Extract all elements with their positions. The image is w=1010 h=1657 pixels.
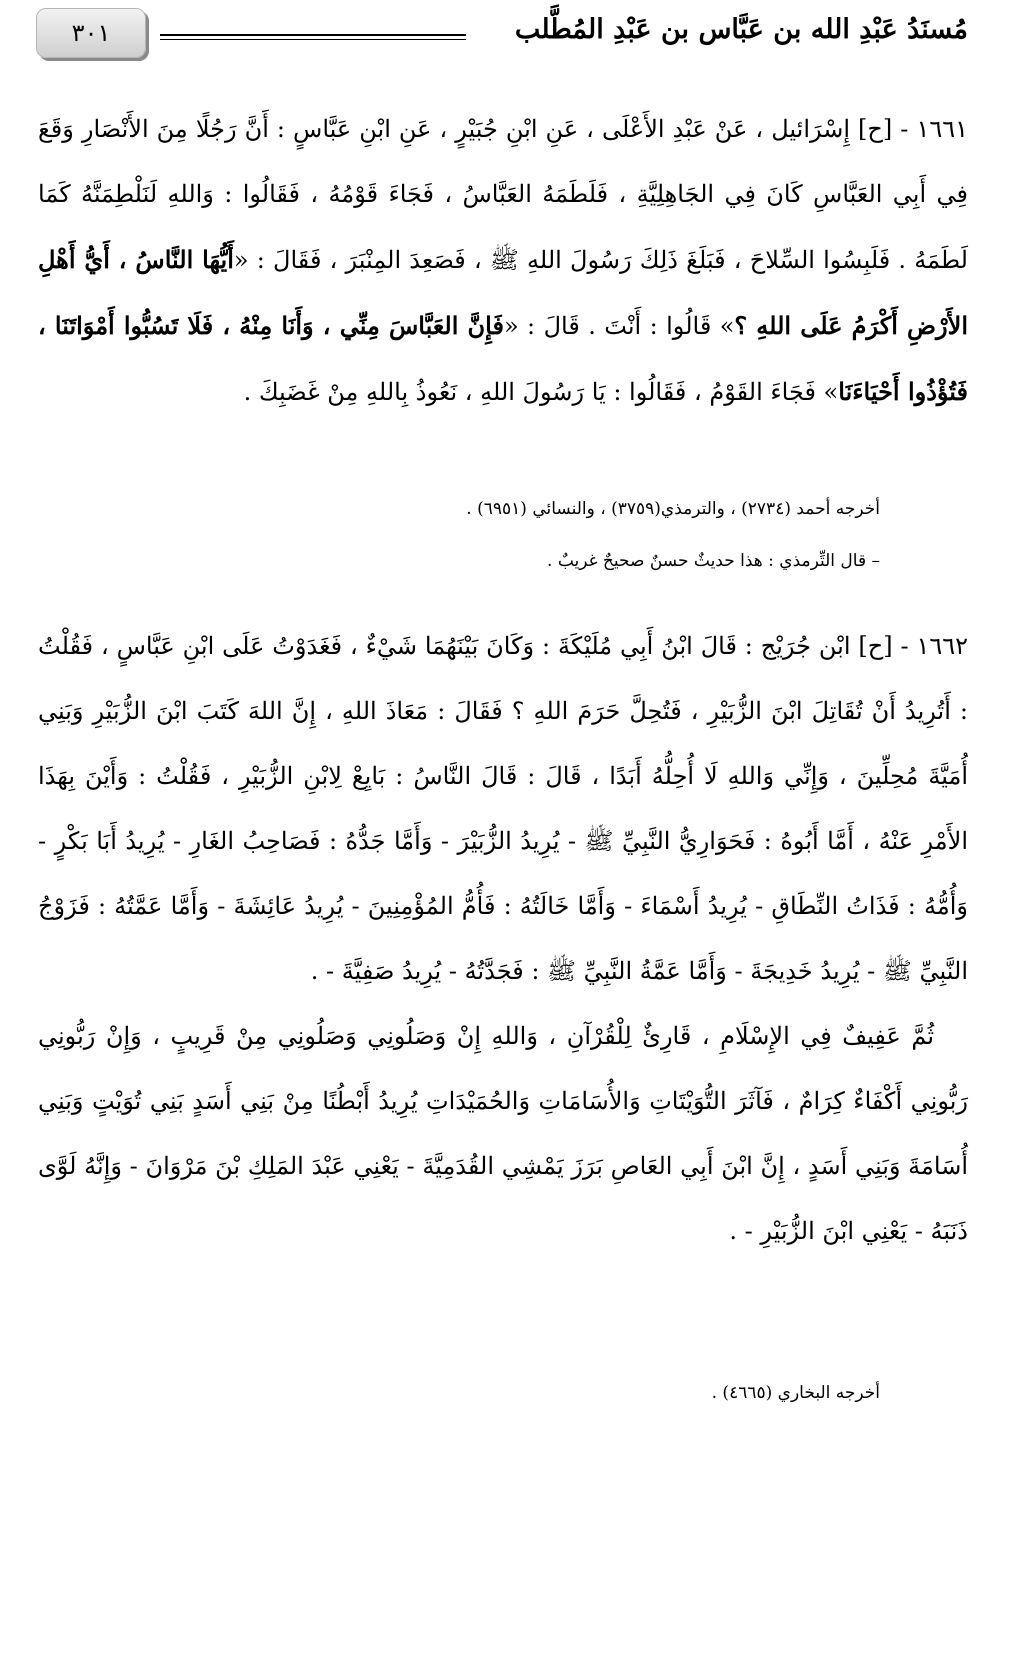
hadith-1661-takhrij: أخرجه أحمد (٢٧٣٤) ، والترمذي(٣٧٥٩) ، والنسائي (٦٩٥١) . (466, 499, 880, 519)
hadith-1662-notes (38, 1378, 968, 1408)
hadith-1661-text (38, 97, 968, 425)
hadith-1662-paragraph-2: ثُمَّ عَفِيفٌ فِي الإِسْلَامِ ، قَارِئٌ لِلْقُرْآنِ ، وَاللهِ إِنْ وَصَلُونِي وَصَلُونِي مِنْ قَرِيبٍ ، وَإِنْ رَبُّونِي رَبُّونِي أَكْفَاءٌ كِرَامٌ ، فَآثَرَ التُّوَيْتَاتِ وَالأُسَامَاتِ وَالحُمَيْدَاتِ يُرِيدُ أَبْطُنًا مِنْ بَنِي أَسَدٍ بَنِي تُوَيْتٍ وَبَنِي أُسَامَةَ وَبَنِي أَسَدٍ ، إِنَّ ابْنَ أَبِي العَاصِ بَرَزَ يَمْشِي القُدَمِيَّةَ - يَعْنِي عَبْدَ المَلِكِ بْنَ مَرْوَانَ - وَإِنَّهُ لَوَّى ذَنَبَهُ - يَعْنِي ابْنَ الزُّبَيْرِ - . (38, 1022, 968, 1245)
hadith-1661-reply: » قَالُوا : أَنْتَ . قَالَ : « (503, 312, 735, 340)
hadith-1662-paragraph-1: ١٦٦٢ - [ح] ابْن جُرَيْج : قَالَ ابْنُ أَبِي مُلَيْكَةَ : وَكَانَ بَيْنَهُمَا شَيْءٌ ، فَغَدَوْتُ عَلَى ابْنِ عَبَّاسٍ ، فَقُلْتُ : أَتُرِيدُ أَنْ تُقَاتِلَ ابْنَ الزُّبَيْرِ ، فَتُحِلَّ حَرَمَ اللهِ ؟ فَقَالَ : مَعَاذَ اللهِ ، إِنَّ اللهَ كَتَبَ ابْنَ الزُّبَيْرِ وَبَنِي أُمَيَّةَ مُحِلِّينَ ، وَإِنِّي وَاللهِ لَا أُحِلُّهُ أَبَدًا ، قَالَ : قَالَ النَّاسُ : بَايِعْ لِابْنِ الزُّبَيْرِ ، فَقُلْتُ : وَأَيْنَ بِهَذَا الأَمْرِ عَنْهُ ، أَمَّا أَبُوهُ : فَحَوَارِيُّ النَّبِيِّ ﷺ - يُرِيدُ الزُّبَيْرَ - وَأَمَّا جَدُّهُ : فَصَاحِبُ الغَارِ - يُرِيدُ أَبَا بَكْرٍ - وَأُمُّهُ : فَذَاتُ النِّطَاقِ - يُرِيدُ أَسْمَاءَ - وَأَمَّا خَالَتُهُ : فَأُمُّ المُؤْمِنِينَ - يُرِيدُ عَائِشَةَ - وَأَمَّا عَمَّتُهُ : فَزَوْجُ النَّبِيِّ ﷺ - يُرِيدُ خَدِيجَةَ - وَأَمَّا عَمَّةُ النَّبِيِّ ﷺ : فَجَدَّتُهُ - يُرِيدُ صَفِيَّةَ - . (38, 632, 968, 985)
hadith-1661-paragraph (38, 97, 968, 425)
prophet-quote-2: فَإِنَّ العَبَّاسَ مِنِّي ، وَأَنَا مِنْهُ ، فَلَا تَسُبُّوا أَمْوَاتَنَا ، فَتُؤْذُوا أَحْيَاءَنَا (38, 311, 968, 406)
hadith-1661-ending: » فَجَاءَ القَوْمُ ، فَقَالُوا : يَا رَسُولَ اللهِ ، نَعُوذُ بِاللهِ مِنْ غَضَبِكَ . (243, 378, 839, 406)
running-title: مُسنَدُ عَبْدِ الله بن عَبَّاس بن عَبْدِ المُطَّلب (514, 14, 968, 45)
hadith-1661-notes (38, 494, 968, 576)
prophet-quote-1: أَيُّهَا النَّاسُ ، أَيُّ أَهْلِ الأَرْضِ أَكْرَمُ عَلَى اللهِ ؟ (38, 245, 968, 340)
page-header (36, 6, 968, 64)
hadith-1662-text (38, 614, 968, 1264)
page-number-badge: ٣٠١ (36, 8, 146, 58)
hadith-1662-takhrij: أخرجه البخاري (٤٦٦٥) . (711, 1383, 880, 1403)
header-rule (160, 34, 466, 40)
hadith-1661-narration: ١٦٦١ - [ح] إِسْرَائيل ، عَنْ عَبْدِ الأَعْلَى ، عَنِ ابْنِ جُبَيْرٍ ، عَنِ ابْنِ عَبَّاسٍ : أَنَّ رَجُلًا مِنَ الأَنْصَارِ وَقَعَ فِي أَبِي العَبَّاسِ كَانَ فِي الجَاهِلِيَّةِ ، فَلَطَمَهُ العَبَّاسُ ، فَجَاءَ قَوْمُهُ ، فَقَالُوا : وَاللهِ لَنَلْطِمَنَّهُ كَمَا لَطَمَهُ . فَلَبِسُوا السِّلاحَ ، فَبَلَغَ ذَلِكَ رَسُولَ اللهِ ﷺ ، فَصَعِدَ المِنْبَرَ ، فَقَالَ : « (38, 115, 968, 274)
hadith-1661-ruling: – قال التِّرمذي : هذا حديثٌ حسنٌ صحيحٌ غريبٌ . (547, 551, 880, 571)
